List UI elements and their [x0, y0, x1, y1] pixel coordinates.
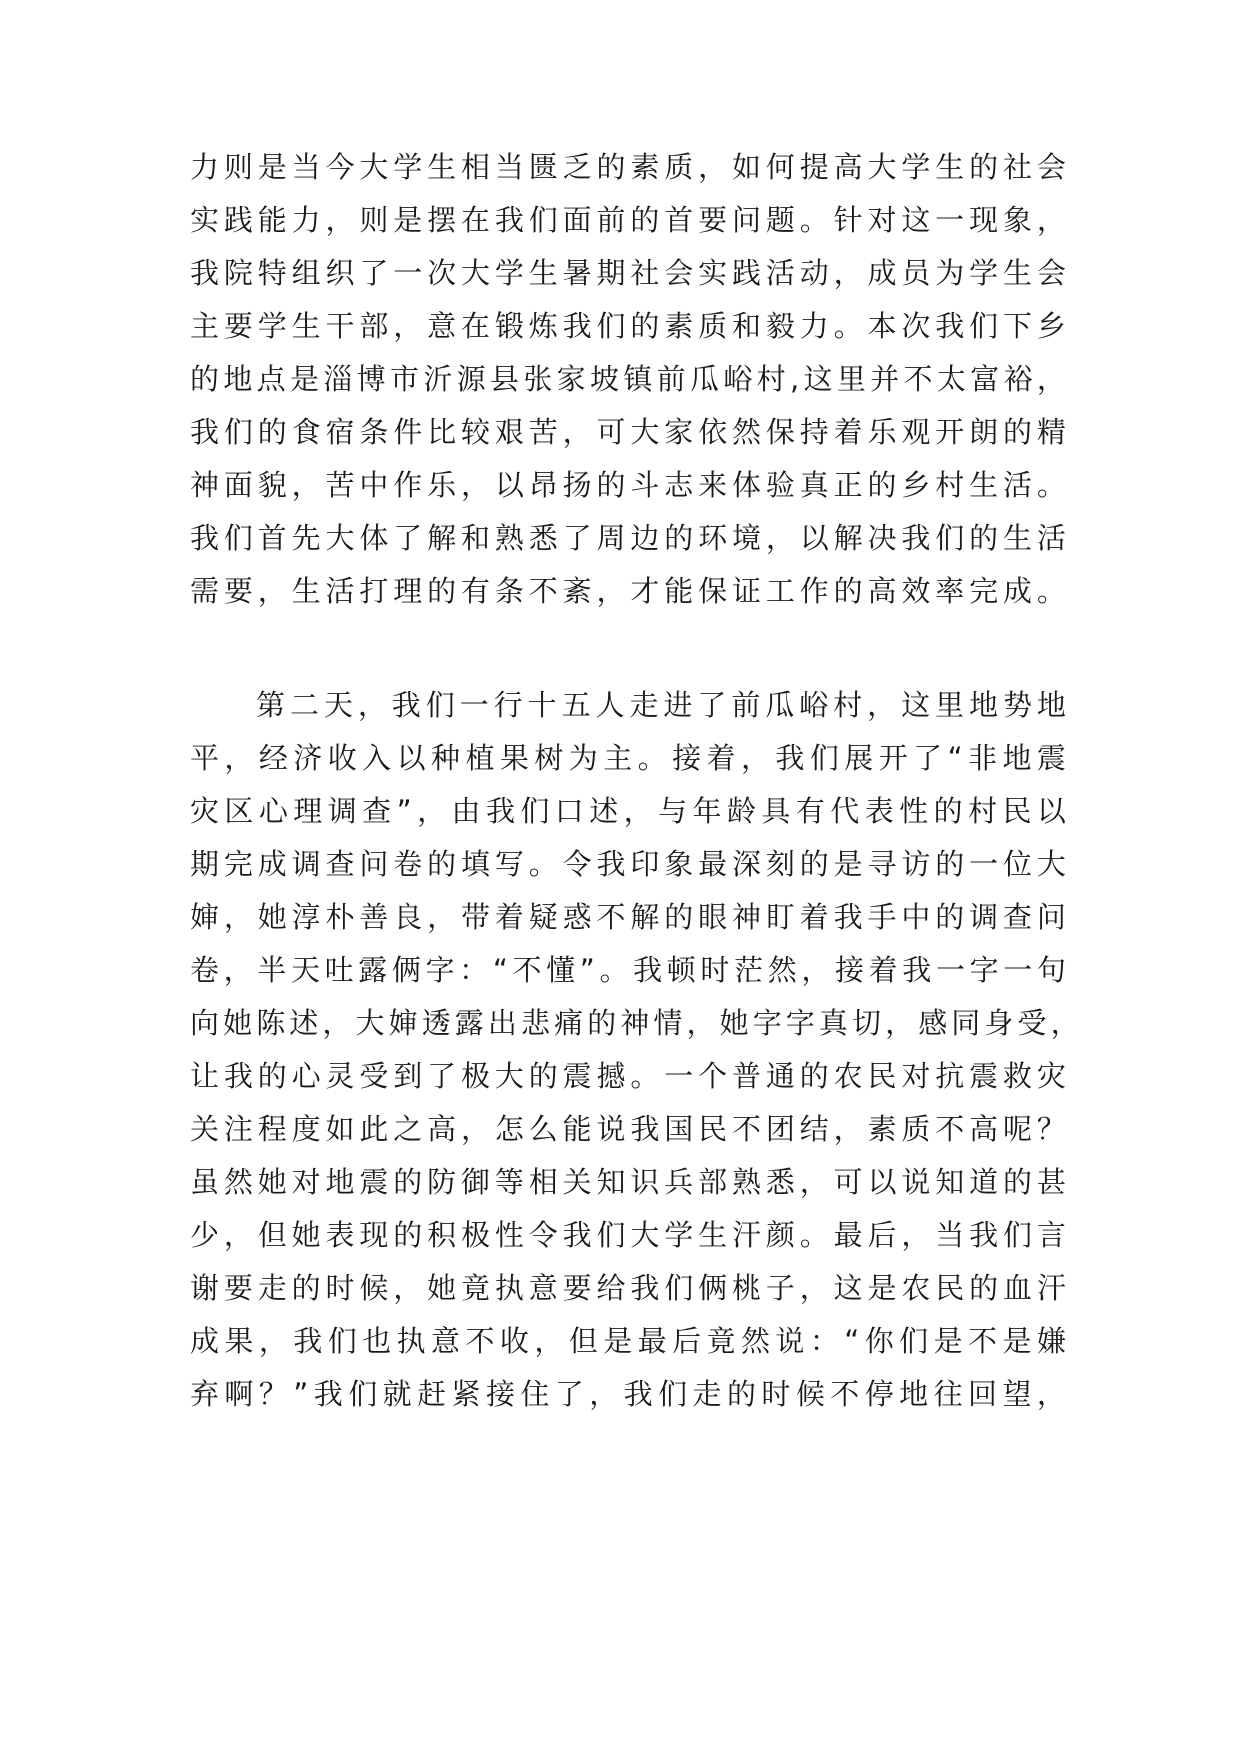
- text-line: 我院特组织了一次大学生暑期社会实践活动，成员为学生会: [190, 256, 1070, 290]
- text-line: 谢要走的时候，她竟执意要给我们俩桃子，这是农民的血汗: [190, 1271, 1070, 1305]
- text-line: 少，但她表现的积极性令我们大学生汗颜。最后，当我们言: [190, 1218, 1070, 1252]
- text-line: 主要学生干部，意在锻炼我们的素质和毅力。本次我们下乡: [190, 309, 1070, 343]
- text-line: 平，经济收入以种植果树为主。接着，我们展开了“非地震: [190, 741, 1070, 775]
- text-line: 第二天，我们一行十五人走进了前瓜峪村，这里地势地: [256, 688, 1070, 722]
- text-line: 力则是当今大学生相当匮乏的素质，如何提高大学生的社会: [190, 150, 1070, 184]
- text-line: 让我的心灵受到了极大的震撼。一个普通的农民对抗震救灾: [190, 1059, 1070, 1093]
- text-line: 卷，半天吐露俩字：“不懂”。我顿时茫然，接着我一字一句: [190, 953, 1070, 987]
- text-line: 我们的食宿条件比较艰苦，可大家依然保持着乐观开朗的精: [190, 415, 1070, 449]
- text-line: 弃啊？”我们就赶紧接住了，我们走的时候不停地往回望，: [190, 1377, 1070, 1411]
- text-line: 虽然她对地震的防御等相关知识兵部熟悉，可以说知道的甚: [190, 1165, 1070, 1199]
- text-line: 灾区心理调查”，由我们口述，与年龄具有代表性的村民以: [190, 794, 1070, 828]
- text-line: 实践能力，则是摆在我们面前的首要问题。针对这一现象，: [190, 203, 1070, 237]
- text-line: 期完成调查问卷的填写。令我印象最深刻的是寻访的一位大: [190, 847, 1070, 881]
- text-line: 关注程度如此之高，怎么能说我国民不团结，素质不高呢？: [190, 1112, 1070, 1146]
- text-line: 婶，她淳朴善良，带着疑惑不解的眼神盯着我手中的调查问: [190, 900, 1070, 934]
- text-line: 的地点是淄博市沂源县张家坡镇前瓜峪村,这里并不太富裕，: [190, 362, 1070, 396]
- text-line: 需要，生活打理的有条不紊，才能保证工作的高效率完成。: [190, 574, 1070, 608]
- text-line: 向她陈述，大婶透露出悲痛的神情，她字字真切，感同身受，: [190, 1006, 1084, 1040]
- text-line: 神面貌，苦中作乐，以昂扬的斗志来体验真正的乡村生活。: [190, 468, 1070, 502]
- text-line: 成果，我们也执意不收，但是最后竟然说：“你们是不是嫌: [190, 1324, 1070, 1358]
- text-line: 我们首先大体了解和熟悉了周边的环境，以解决我们的生活: [190, 521, 1070, 555]
